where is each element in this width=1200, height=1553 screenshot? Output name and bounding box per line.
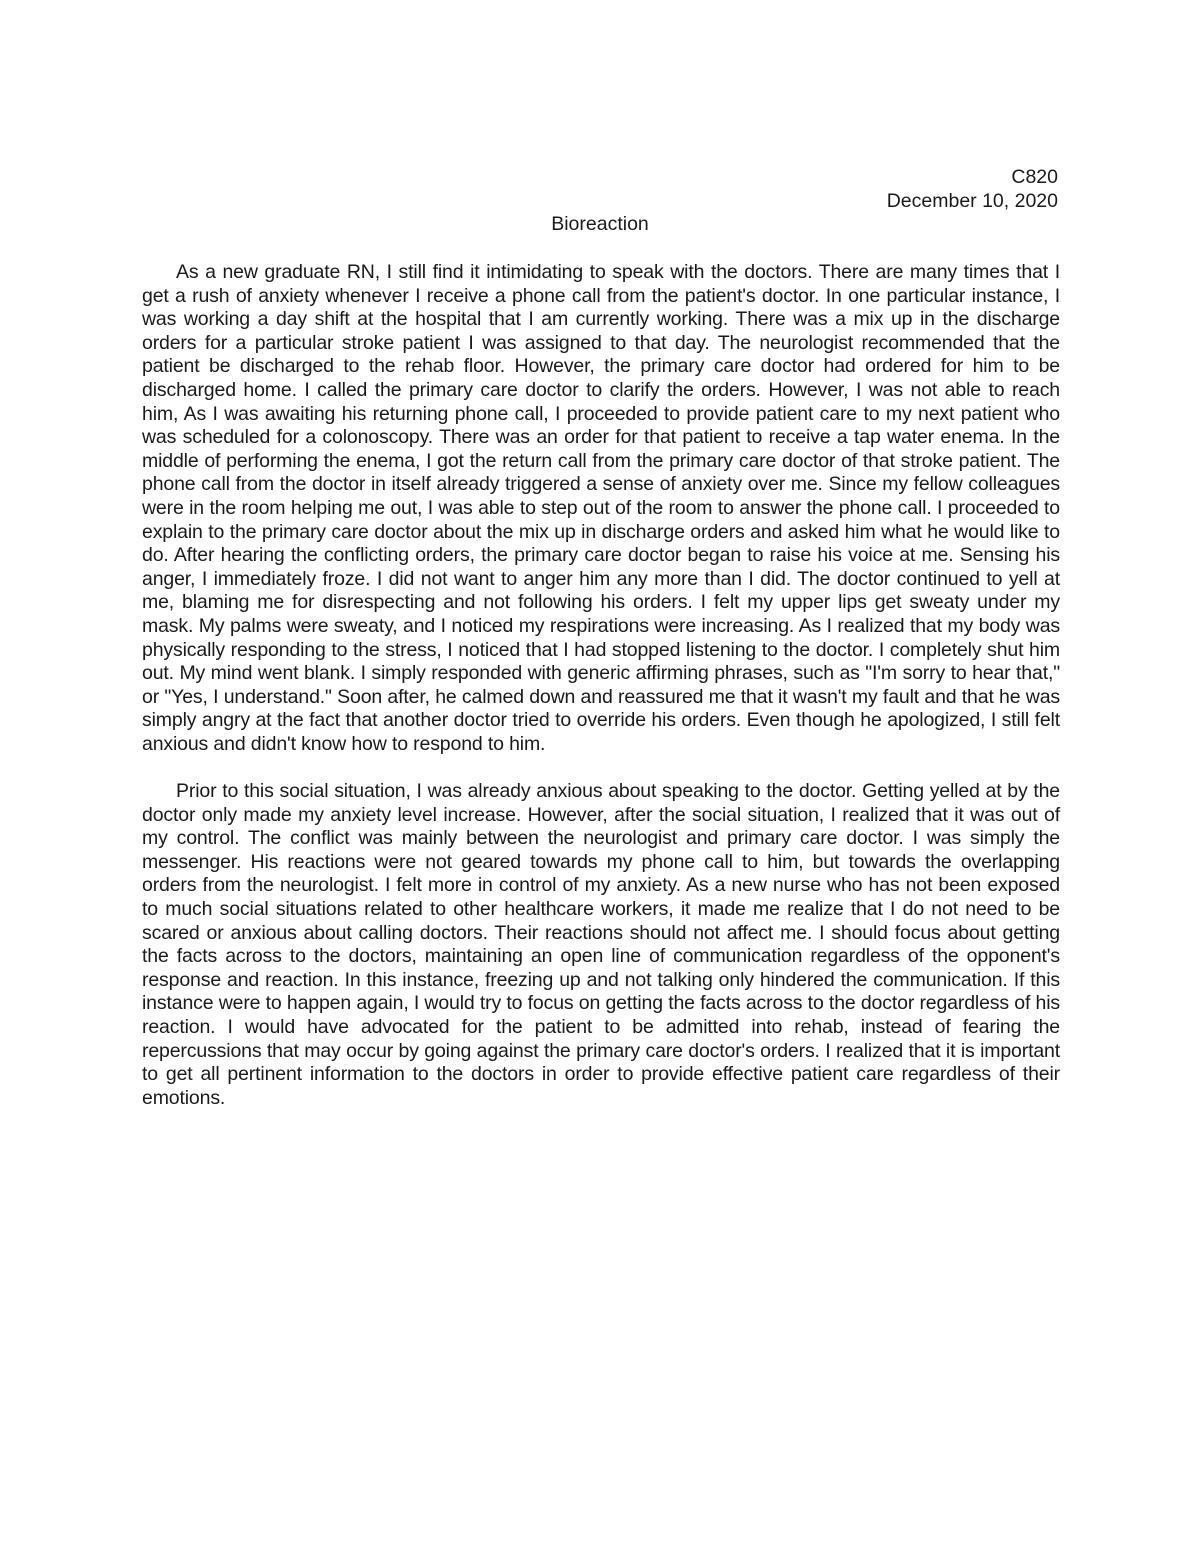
document-header [887,166,1058,213]
document-body [142,261,1060,1134]
body-paragraph-2: Prior to this social situation, I was already anxious about speaking to the doctor. Getting yelled at by the doctor only made my anxiety level increase. However, after the social situation, I realized that it was out of my control. The conflict was mainly between the neurologist and primary care doctor. I was simply the messenger. His reactions were not geared towards my phone call to him, but towards the overlapping orders from the neurologist. I felt more in control of my anxiety. As a new nurse who has not been exposed to much social situations related to other healthcare workers, it made me realize that I do not need to be scared or anxious about calling doctors. Their reactions should not affect me. I should focus about getting the facts across to the doctors, maintaining an open line of communication regardless of the opponent's response and reaction. In this instance, freezing up and not talking only hindered the communication. If this instance were to happen again, I would try to focus on getting the facts across to the doctor regardless of his reaction. I would have advocated for the patient to be admitted into rehab, instead of fearing the repercussions that may occur by going against the primary care doctor's orders. I realized that it is important to get all pertinent information to the doctors in order to provide effective patient care regardless of their emotions. [142,780,1060,1109]
body-paragraph-1: As a new graduate RN, I still find it intimidating to speak with the doctors. There are many times that I get a rush of anxiety whenever I receive a phone call from the patient's doctor. In one particular instance, I was working a day shift at the hospital that I am currently working. There was a mix up in the discharge orders for a particular stroke patient I was assigned to that day. The neurologist recommended that the patient be discharged to the rehab floor. However, the primary care doctor had ordered for him to be discharged home. I called the primary care doctor to clarify the orders. However, I was not able to reach him, As I was awaiting his returning phone call, I proceeded to provide patient care to my next patient who was scheduled for a colonoscopy. There was an order for that patient to receive a tap water enema. In the middle of performing the enema, I got the return call from the primary care doctor of that stroke patient. The phone call from the doctor in itself already triggered a sense of anxiety over me. Since my fellow colleagues were in the room helping me out, I was able to step out of the room to answer the phone call. I proceeded to explain to the primary care doctor about the mix up in discharge orders and asked him what he would like to do. After hearing the conflicting orders, the primary care doctor began to raise his voice at me. Sensing his anger, I immediately froze. I did not want to anger him any more than I did. The doctor continued to yell at me, blaming me for disrespecting and not following his orders. I felt my upper lips get sweaty under my mask. My palms were sweaty, and I noticed my respirations were increasing. As I realized that my body was physically responding to the stress, I noticed that I had stopped listening to the doctor. I completely shut him out. My mind went blank. I simply responded with generic affirming phrases, such as "I'm sorry to hear that," or "Yes, I understand." Soon after, he calmed down and reassured me that it wasn't my fault and that he was simply angry at the fact that another doctor tried to override his orders. Even though he apologized, I still felt anxious and didn't know how to respond to him. [142,261,1060,755]
course-code: C820 [1011,166,1058,188]
document-title: Bioreaction [551,213,649,235]
document-date: December 10, 2020 [886,189,1058,212]
